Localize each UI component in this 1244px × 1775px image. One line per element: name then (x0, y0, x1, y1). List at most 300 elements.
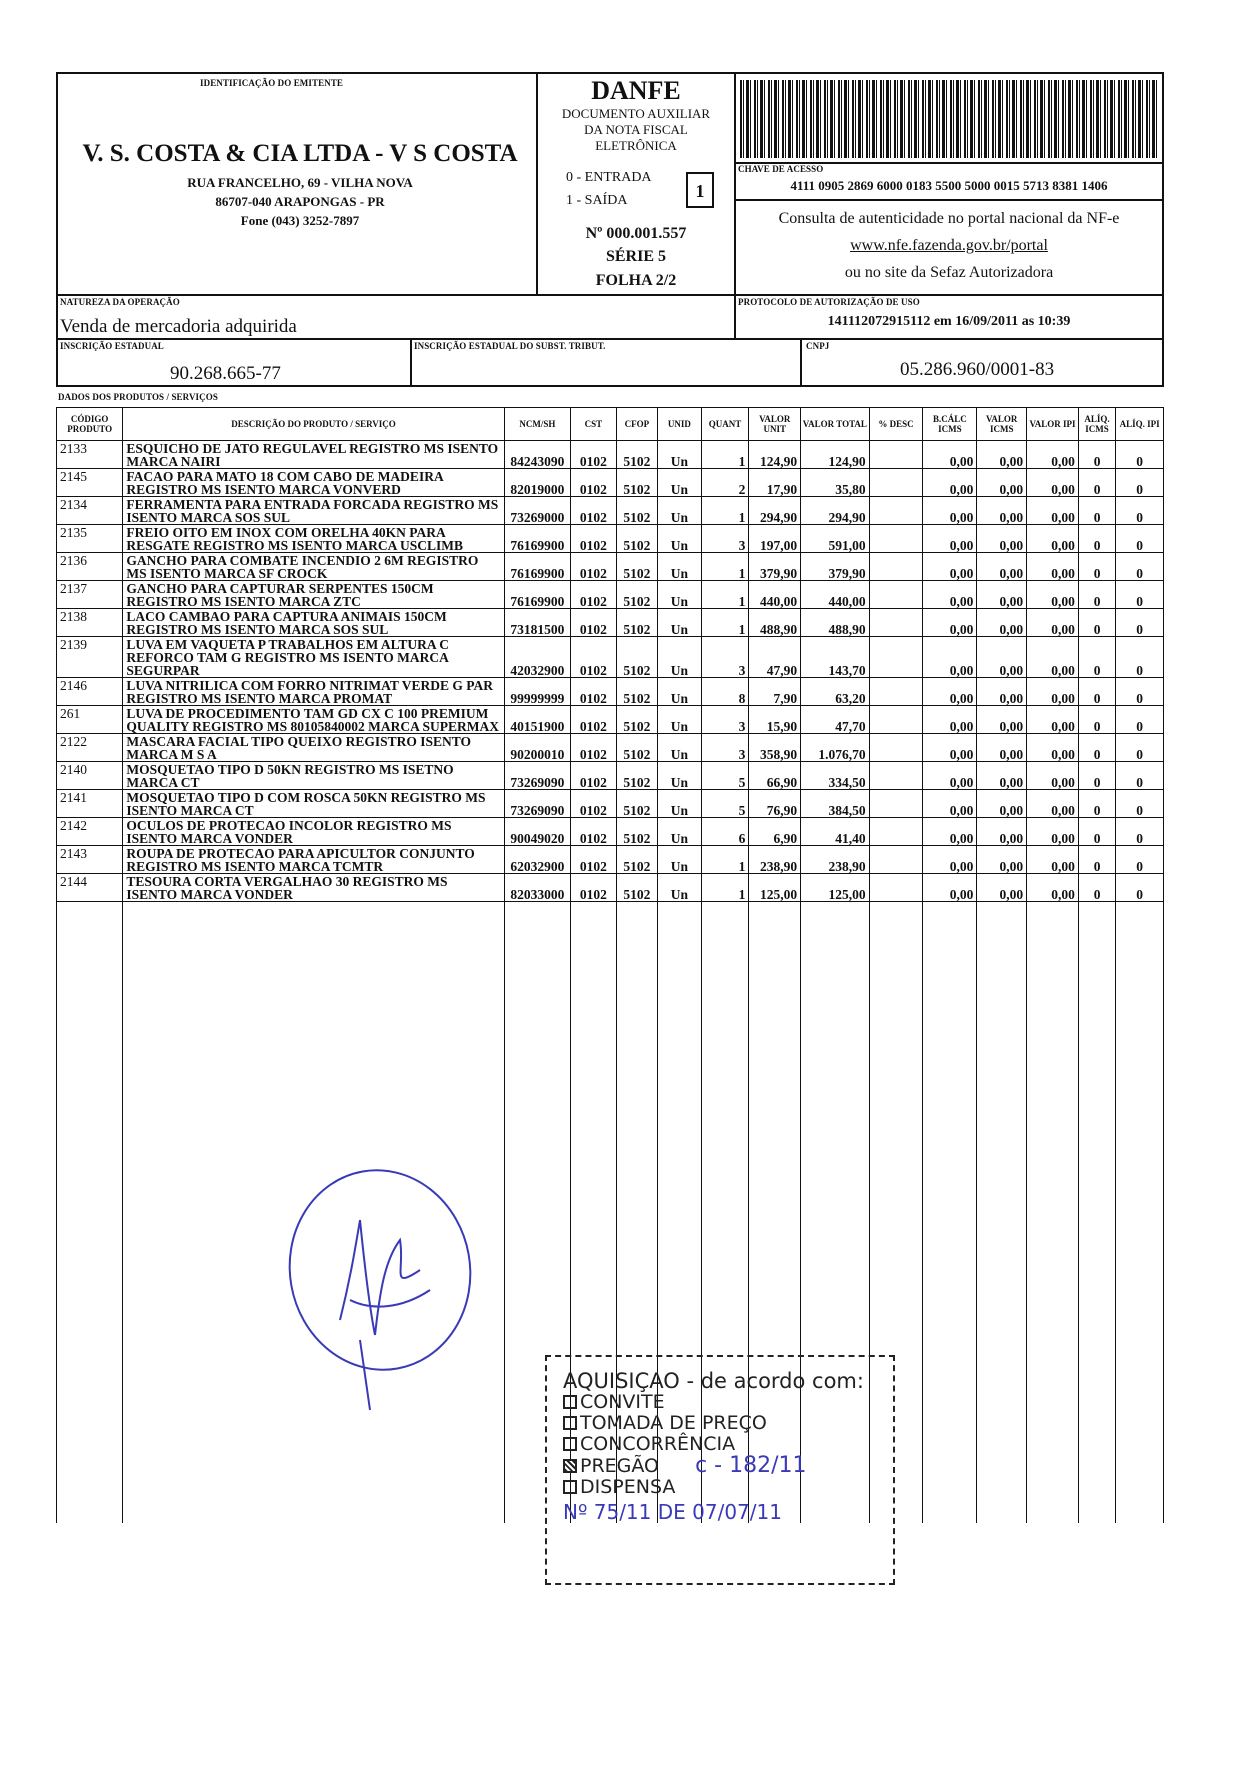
cell-unid: Un (658, 762, 702, 790)
cell-bcalc: 0,00 (923, 609, 977, 637)
cell-desc: TESOURA CORTA VERGALHAO 30 REGISTRO MS ISENTO MARCA VONDER (123, 874, 504, 902)
table-row (57, 790, 1164, 818)
col-valor-ipi: VALOR IPI (1027, 408, 1079, 441)
cell-quant: 3 (701, 637, 749, 678)
cell-cfop: 5102 (616, 637, 657, 678)
cell-quant: 3 (701, 525, 749, 553)
cell-aipi: 0 (1116, 525, 1164, 553)
cell-aipi: 0 (1116, 637, 1164, 678)
cell-desc: ROUPA DE PROTECAO PARA APICULTOR CONJUNTO REGISTRO MS ISENTO MARCA TCMTR (123, 846, 504, 874)
stamp-option-concorrencia (563, 1434, 893, 1455)
cell-ncm: 73269090 (504, 790, 570, 818)
cell-unid: Un (658, 706, 702, 734)
cell-aipi: 0 (1116, 706, 1164, 734)
cell-cst: 0102 (571, 846, 617, 874)
cell-vipi: 0,00 (1027, 581, 1079, 609)
cell-ncm: 82033000 (504, 874, 570, 902)
cell-quant: 1 (701, 609, 749, 637)
stamp-option-label: DISPENSA (580, 1476, 676, 1498)
inscricao-value: 90.268.665-77 (170, 363, 281, 384)
cell-cst: 0102 (571, 637, 617, 678)
cell-desc_pct (869, 525, 923, 553)
cell-desc_pct (869, 678, 923, 706)
cell-code: 2144 (57, 874, 123, 902)
emitente-city: 86707-040 ARAPONGAS - PR (215, 194, 385, 209)
cell-desc_pct (869, 818, 923, 846)
cell-quant: 3 (701, 734, 749, 762)
cell-code: 261 (57, 706, 123, 734)
cell-unid: Un (658, 441, 702, 469)
cell-vipi: 0,00 (1027, 818, 1079, 846)
cell-vipi: 0,00 (1027, 441, 1079, 469)
cell-bcalc: 0,00 (923, 678, 977, 706)
cell-desc: LUVA EM VAQUETA P TRABALHOS EM ALTURA C REFORCO TAM G REGISTRO MS ISENTO MARCA SEGURPAR (123, 637, 504, 678)
cell-unid: Un (658, 553, 702, 581)
cell-aicms: 0 (1078, 818, 1115, 846)
cell-unid: Un (658, 469, 702, 497)
cell-vunit: 76,90 (749, 790, 801, 818)
barcode-image (740, 80, 1158, 158)
cell-desc: FACAO PARA MATO 18 COM CABO DE MADEIRA REGISTRO MS ISENTO MARCA VONVERD (123, 469, 504, 497)
table-row (57, 441, 1164, 469)
cell-vipi: 0,00 (1027, 637, 1079, 678)
cell-cst: 0102 (571, 874, 617, 902)
cell-vicms: 0,00 (977, 441, 1027, 469)
cell-cfop: 5102 (616, 553, 657, 581)
cell-desc_pct (869, 497, 923, 525)
cell-code: 2143 (57, 846, 123, 874)
cell-cst: 0102 (571, 818, 617, 846)
danfe-folha: FOLHA 2/2 (595, 272, 677, 289)
col-cfop: CFOP (616, 408, 657, 441)
cell-bcalc: 0,00 (923, 441, 977, 469)
cell-unid: Un (658, 846, 702, 874)
cell-bcalc: 0,00 (923, 762, 977, 790)
table-row (57, 553, 1164, 581)
cell-cfop: 5102 (616, 762, 657, 790)
cell-unid: Un (658, 818, 702, 846)
cell-vunit: 238,90 (749, 846, 801, 874)
cell-vtotal: 35,80 (801, 469, 869, 497)
cell-aicms: 0 (1078, 790, 1115, 818)
danfe-saida: 1 - SAÍDA (566, 193, 628, 208)
cell-bcalc: 0,00 (923, 553, 977, 581)
aquisicao-stamp (545, 1355, 895, 1585)
stamp-numero-line (563, 1502, 893, 1524)
checkbox-icon (563, 1437, 577, 1451)
table-row (57, 581, 1164, 609)
stamp-option-label: PREGÃO (580, 1455, 660, 1477)
col-descricao: DESCRIÇÃO DO PRODUTO / SERVIÇO (123, 408, 504, 441)
cell-ncm: 73269090 (504, 762, 570, 790)
cell-code: 2138 (57, 609, 123, 637)
cell-vtotal: 384,50 (801, 790, 869, 818)
cell-ncm: 73181500 (504, 609, 570, 637)
cell-bcalc: 0,00 (923, 874, 977, 902)
cell-ncm: 73269000 (504, 497, 570, 525)
cnpj-label: CNPJ (806, 341, 830, 351)
chave-consulta-2: ou no site da Sefaz Autorizadora (844, 264, 1054, 281)
cell-cst: 0102 (571, 609, 617, 637)
cell-cst: 0102 (571, 525, 617, 553)
col-valor-total: VALOR TOTAL (801, 408, 869, 441)
danfe-subtitle-1: DOCUMENTO AUXILIAR (561, 106, 711, 121)
cell-desc: ESQUICHO DE JATO REGULAVEL REGISTRO MS ISENTO MARCA NAIRI (123, 441, 504, 469)
cell-cst: 0102 (571, 762, 617, 790)
cell-code: 2136 (57, 553, 123, 581)
table-row (57, 678, 1164, 706)
cell-code: 2137 (57, 581, 123, 609)
cell-vtotal: 294,90 (801, 497, 869, 525)
stamp-option-label: CONVITE (580, 1391, 665, 1413)
cell-vicms: 0,00 (977, 790, 1027, 818)
cell-vtotal: 379,90 (801, 553, 869, 581)
cell-quant: 1 (701, 581, 749, 609)
cell-desc: LACO CAMBAO PARA CAPTURA ANIMAIS 150CM REGISTRO MS ISENTO MARCA SOS SUL (123, 609, 504, 637)
cell-vtotal: 1.076,70 (801, 734, 869, 762)
cell-cfop: 5102 (616, 818, 657, 846)
cell-aicms: 0 (1078, 581, 1115, 609)
cell-vicms: 0,00 (977, 846, 1027, 874)
cell-vtotal: 440,00 (801, 581, 869, 609)
cell-quant: 8 (701, 678, 749, 706)
cell-ncm: 40151900 (504, 706, 570, 734)
cell-aipi: 0 (1116, 469, 1164, 497)
cell-quant: 1 (701, 553, 749, 581)
cell-vipi: 0,00 (1027, 734, 1079, 762)
cell-vipi: 0,00 (1027, 874, 1079, 902)
cell-quant: 5 (701, 790, 749, 818)
table-row (57, 874, 1164, 902)
cell-vipi: 0,00 (1027, 846, 1079, 874)
emitente-phone: Fone (043) 3252-7897 (240, 213, 360, 228)
cell-quant: 1 (701, 497, 749, 525)
cell-vipi: 0,00 (1027, 762, 1079, 790)
cell-vtotal: 63,20 (801, 678, 869, 706)
cell-vicms: 0,00 (977, 818, 1027, 846)
stamp-option-pregao (563, 1455, 893, 1477)
cell-vicms: 0,00 (977, 762, 1027, 790)
cell-vicms: 0,00 (977, 469, 1027, 497)
cell-cst: 0102 (571, 734, 617, 762)
cell-desc_pct (869, 734, 923, 762)
cell-aipi: 0 (1116, 846, 1164, 874)
cell-quant: 1 (701, 874, 749, 902)
cell-code: 2142 (57, 818, 123, 846)
cell-vunit: 66,90 (749, 762, 801, 790)
cell-desc: MASCARA FACIAL TIPO QUEIXO REGISTRO ISENTO MARCA M S A (123, 734, 504, 762)
cell-vipi: 0,00 (1027, 525, 1079, 553)
cell-quant: 5 (701, 762, 749, 790)
cell-ncm: 62032900 (504, 846, 570, 874)
cell-unid: Un (658, 497, 702, 525)
cell-cst: 0102 (571, 706, 617, 734)
cell-code: 2139 (57, 637, 123, 678)
chave-label: CHAVE DE ACESSO (738, 164, 824, 174)
cell-desc_pct (869, 706, 923, 734)
cell-aipi: 0 (1116, 874, 1164, 902)
cell-vtotal: 334,50 (801, 762, 869, 790)
cell-vtotal: 124,90 (801, 441, 869, 469)
cell-desc_pct (869, 469, 923, 497)
cell-unid: Un (658, 609, 702, 637)
cell-cst: 0102 (571, 469, 617, 497)
stamp-title: AQUISIÇAO - de acordo com: (563, 1369, 864, 1393)
danfe-subtitle-2: DA NOTA FISCAL (584, 122, 688, 137)
col-desc: % DESC (869, 408, 923, 441)
cell-vicms: 0,00 (977, 734, 1027, 762)
cell-cst: 0102 (571, 553, 617, 581)
stamp-option-label: TOMADA DE PREÇO (580, 1412, 767, 1434)
col-bcalc-icms: B.CÁLC ICMS (923, 408, 977, 441)
cell-desc_pct (869, 846, 923, 874)
cell-aipi: 0 (1116, 818, 1164, 846)
cell-vipi: 0,00 (1027, 609, 1079, 637)
cell-code: 2145 (57, 469, 123, 497)
cell-unid: Un (658, 790, 702, 818)
stamp-numero-handwritten: Nº 75/11 DE 07/07/11 (563, 1500, 782, 1524)
cell-cfop: 5102 (616, 706, 657, 734)
cell-aipi: 0 (1116, 553, 1164, 581)
cell-aicms: 0 (1078, 846, 1115, 874)
cell-cfop: 5102 (616, 874, 657, 902)
cell-quant: 1 (701, 846, 749, 874)
cell-vunit: 17,90 (749, 469, 801, 497)
col-aliq-icms: ALÍQ. ICMS (1078, 408, 1115, 441)
chave-consulta-1: Consulta de autenticidade no portal nacional da NF-e (778, 210, 1120, 227)
table-row (57, 762, 1164, 790)
cell-unid: Un (658, 581, 702, 609)
checkbox-icon (563, 1395, 577, 1409)
cell-ncm: 90049020 (504, 818, 570, 846)
col-codigo: CÓDIGO PRODUTO (57, 408, 123, 441)
cell-desc_pct (869, 790, 923, 818)
cell-vipi: 0,00 (1027, 497, 1079, 525)
cell-aipi: 0 (1116, 790, 1164, 818)
danfe-entrada: 0 - ENTRADA (566, 170, 652, 185)
cell-aipi: 0 (1116, 581, 1164, 609)
table-row (57, 609, 1164, 637)
cell-aipi: 0 (1116, 441, 1164, 469)
cell-ncm: 76169900 (504, 525, 570, 553)
cell-aipi: 0 (1116, 762, 1164, 790)
cell-unid: Un (658, 734, 702, 762)
cell-desc: FREIO OITO EM INOX COM ORELHA 40KN PARA RESGATE REGISTRO MS ISENTO MARCA USCLIMB (123, 525, 504, 553)
cnpj-value: 05.286.960/0001-83 (900, 359, 1055, 380)
cell-vicms: 0,00 (977, 678, 1027, 706)
col-quant: QUANT (701, 408, 749, 441)
protocolo-value: 141112072915112 em 16/09/2011 as 10:39 (827, 314, 1071, 329)
cell-vicms: 0,00 (977, 497, 1027, 525)
cell-code: 2134 (57, 497, 123, 525)
checkbox-checked-icon (563, 1459, 577, 1473)
cell-desc: OCULOS DE PROTECAO INCOLOR REGISTRO MS ISENTO MARCA VONDER (123, 818, 504, 846)
cell-cst: 0102 (571, 441, 617, 469)
col-valor-icms: VALOR ICMS (977, 408, 1027, 441)
col-ncm: NCM/SH (504, 408, 570, 441)
checkbox-icon (563, 1416, 577, 1430)
cell-bcalc: 0,00 (923, 581, 977, 609)
cell-aicms: 0 (1078, 874, 1115, 902)
cell-bcalc: 0,00 (923, 734, 977, 762)
cell-aicms: 0 (1078, 762, 1115, 790)
cell-quant: 6 (701, 818, 749, 846)
cell-bcalc: 0,00 (923, 637, 977, 678)
cell-vunit: 15,90 (749, 706, 801, 734)
cell-code: 2135 (57, 525, 123, 553)
cell-vtotal: 125,00 (801, 874, 869, 902)
cell-vipi: 0,00 (1027, 706, 1079, 734)
chave-url[interactable]: www.nfe.fazenda.gov.br/portal (850, 237, 1048, 254)
cell-aipi: 0 (1116, 678, 1164, 706)
cell-vipi: 0,00 (1027, 790, 1079, 818)
cell-bcalc: 0,00 (923, 525, 977, 553)
cell-aicms: 0 (1078, 734, 1115, 762)
cell-code: 2133 (57, 441, 123, 469)
cell-vunit: 358,90 (749, 734, 801, 762)
cell-desc_pct (869, 762, 923, 790)
table-row (57, 497, 1164, 525)
cell-quant: 2 (701, 469, 749, 497)
cell-vtotal: 47,70 (801, 706, 869, 734)
cell-ncm: 42032900 (504, 637, 570, 678)
table-row (57, 525, 1164, 553)
signature-image (280, 1160, 480, 1420)
cell-desc: LUVA DE PROCEDIMENTO TAM GD CX C 100 PREMIUM QUALITY REGISTRO MS 80105840002 MARCA SUPERMAX (123, 706, 504, 734)
cell-cfop: 5102 (616, 790, 657, 818)
cell-cst: 0102 (571, 497, 617, 525)
cell-aicms: 0 (1078, 706, 1115, 734)
cell-aicms: 0 (1078, 525, 1115, 553)
cell-vunit: 7,90 (749, 678, 801, 706)
cell-code: 2140 (57, 762, 123, 790)
cell-bcalc: 0,00 (923, 846, 977, 874)
cell-vipi: 0,00 (1027, 553, 1079, 581)
cell-aicms: 0 (1078, 678, 1115, 706)
cell-unid: Un (658, 637, 702, 678)
stamp-option-tomada (563, 1413, 893, 1434)
chave-value: 4111 0905 2869 6000 0183 5500 5000 0015 5713 8381 1406 (790, 178, 1108, 193)
cell-vicms: 0,00 (977, 706, 1027, 734)
cell-desc_pct (869, 874, 923, 902)
cell-vtotal: 238,90 (801, 846, 869, 874)
cell-desc_pct (869, 609, 923, 637)
cell-desc: LUVA NITRILICA COM FORRO NITRIMAT VERDE G PAR REGISTRO MS ISENTO MARCA PROMAT (123, 678, 504, 706)
cell-cfop: 5102 (616, 734, 657, 762)
cell-cfop: 5102 (616, 441, 657, 469)
stamp-pregao-handwritten: c - 182/11 (695, 1453, 807, 1478)
cell-bcalc: 0,00 (923, 818, 977, 846)
cell-code: 2141 (57, 790, 123, 818)
cell-vicms: 0,00 (977, 525, 1027, 553)
cell-cst: 0102 (571, 790, 617, 818)
section-title: DADOS DOS PRODUTOS / SERVIÇOS (58, 392, 218, 402)
cell-ncm: 76169900 (504, 553, 570, 581)
cell-desc_pct (869, 581, 923, 609)
cell-desc: FERRAMENTA PARA ENTRADA FORCADA REGISTRO MS ISENTO MARCA SOS SUL (123, 497, 504, 525)
stamp-option-dispensa (563, 1477, 893, 1498)
natureza-label: NATUREZA DA OPERAÇÃO (60, 297, 180, 307)
cell-ncm: 82019000 (504, 469, 570, 497)
cell-desc: GANCHO PARA COMBATE INCENDIO 2 6M REGISTRO MS ISENTO MARCA SF CROCK (123, 553, 504, 581)
cell-aicms: 0 (1078, 553, 1115, 581)
cell-aipi: 0 (1116, 734, 1164, 762)
cell-ncm: 90200010 (504, 734, 570, 762)
cell-vipi: 0,00 (1027, 469, 1079, 497)
cell-cfop: 5102 (616, 525, 657, 553)
danfe-subtitle-3: ELETRÔNICA (595, 138, 677, 153)
cell-cfop: 5102 (616, 678, 657, 706)
cell-bcalc: 0,00 (923, 706, 977, 734)
cell-aicms: 0 (1078, 637, 1115, 678)
cell-vunit: 124,90 (749, 441, 801, 469)
cell-unid: Un (658, 678, 702, 706)
stamp-option-convite (563, 1392, 893, 1413)
cell-quant: 1 (701, 441, 749, 469)
cell-bcalc: 0,00 (923, 497, 977, 525)
cell-vunit: 294,90 (749, 497, 801, 525)
col-valor-unit: VALOR UNIT (749, 408, 801, 441)
cell-quant: 3 (701, 706, 749, 734)
cell-desc: MOSQUETAO TIPO D COM ROSCA 50KN REGISTRO MS ISENTO MARCA CT (123, 790, 504, 818)
cell-aipi: 0 (1116, 609, 1164, 637)
cell-vicms: 0,00 (977, 553, 1027, 581)
cell-aicms: 0 (1078, 469, 1115, 497)
natureza-value: Venda de mercadoria adquirida (60, 316, 297, 337)
checkbox-icon (563, 1480, 577, 1494)
cell-vunit: 379,90 (749, 553, 801, 581)
cell-cfop: 5102 (616, 846, 657, 874)
cell-bcalc: 0,00 (923, 469, 977, 497)
cell-vunit: 47,90 (749, 637, 801, 678)
table-row (57, 706, 1164, 734)
table-header-row (57, 408, 1164, 441)
cell-code: 2122 (57, 734, 123, 762)
emitente-address: RUA FRANCELHO, 69 - VILHA NOVA (187, 175, 413, 190)
danfe-numero: Nº 000.001.557 (585, 225, 687, 242)
stamp-option-label: CONCORRÊNCIA (580, 1433, 736, 1455)
cell-cst: 0102 (571, 581, 617, 609)
emitente-name: V. S. COSTA & CIA LTDA - V S COSTA (82, 140, 518, 167)
cell-vtotal: 591,00 (801, 525, 869, 553)
cell-vunit: 125,00 (749, 874, 801, 902)
cell-vunit: 6,90 (749, 818, 801, 846)
col-aliq-ipi: ALÍQ. IPI (1116, 408, 1164, 441)
cell-ncm: 84243090 (504, 441, 570, 469)
cell-desc_pct (869, 553, 923, 581)
cell-aicms: 0 (1078, 609, 1115, 637)
table-row (57, 637, 1164, 678)
table-row (57, 846, 1164, 874)
table-row (57, 818, 1164, 846)
cell-vicms: 0,00 (977, 581, 1027, 609)
cell-vunit: 488,90 (749, 609, 801, 637)
danfe-title: DANFE (591, 76, 681, 105)
cell-vtotal: 143,70 (801, 637, 869, 678)
col-unid: UNID (658, 408, 702, 441)
cell-code: 2146 (57, 678, 123, 706)
cell-aicms: 0 (1078, 441, 1115, 469)
emitente-label: IDENTIFICAÇÃO DO EMITENTE (200, 78, 344, 88)
cell-vipi: 0,00 (1027, 678, 1079, 706)
table-row (57, 469, 1164, 497)
inscricao-label: INSCRIÇÃO ESTADUAL (60, 341, 164, 351)
cell-vicms: 0,00 (977, 637, 1027, 678)
cell-vicms: 0,00 (977, 874, 1027, 902)
cell-desc_pct (869, 637, 923, 678)
cell-bcalc: 0,00 (923, 790, 977, 818)
cell-desc: GANCHO PARA CAPTURAR SERPENTES 150CM REGISTRO MS ISENTO MARCA ZTC (123, 581, 504, 609)
